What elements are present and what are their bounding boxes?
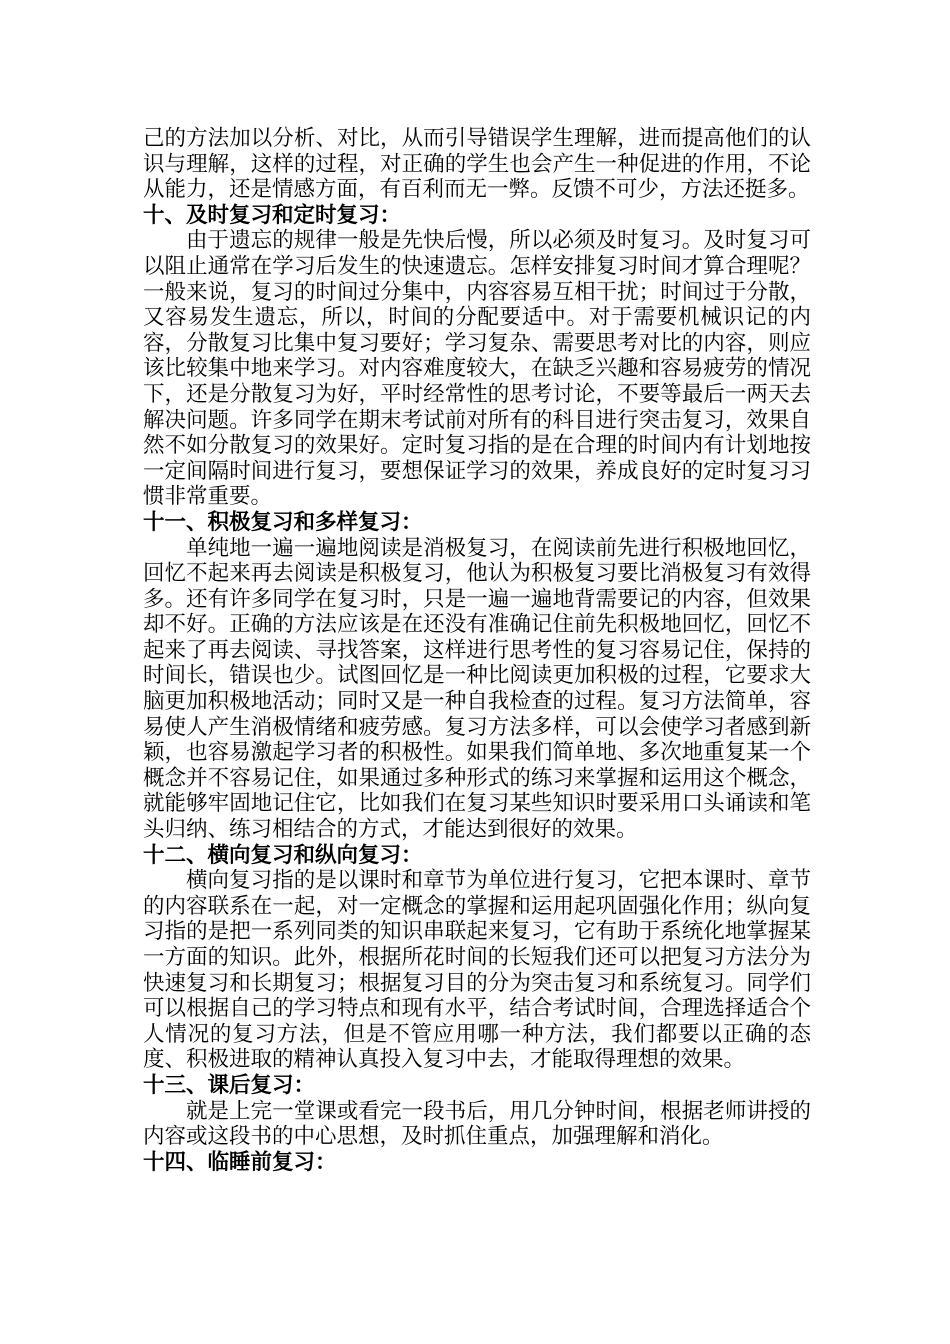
- section-heading-14: 十四、临睡前复习：: [143, 1149, 337, 1175]
- paragraph-section-10: 由于遗忘的规律一般是先快后慢，所以必须及时复习。及时复习可以阻止通常在学习后发生的快速遗忘。怎样安排复习时间才算合理呢？一般来说，复习的时间过分集中，内容容易互相干扰；时间过于分散，又容易发生遗忘，所以，时间的分配要适中。对于需要机械识记的内容，分散复习比集中复习要好；学习复杂、需要思考对比的内容，则应该比较集中地来学习。对内容难度较大，在缺乏兴趣和容易疲劳的情况下，还是分散复习为好，平时经常性的思考讨论，不要等最后一两天去解决问题。许多同学在期末考试前对所有的科目进行突击复习，效果自然不如分散复习的效果好。定时复习指的是在合理的时间内有计划地按一定间隔时间进行复习，要想保证学习的效果，养成良好的定时复习习惯非常重要。: [143, 228, 811, 510]
- section-heading-12: 十二、横向复习和纵向复习：: [143, 842, 423, 868]
- section-heading-13: 十三、课后复习：: [143, 1072, 316, 1098]
- section-heading-10: 十、及时复习和定时复习：: [143, 202, 402, 228]
- paragraph-continuation: 己的方法加以分析、对比，从而引导错误学生理解，进而提高他们的认识与理解，这样的过程，对正确的学生也会产生一种促进的作用，不论从能力，还是情感方面，有百利而无一弊。反馈不可少，方法还挺多。: [143, 126, 811, 203]
- paragraph-section-13: 就是上完一堂课或看完一段书后，用几分钟时间，根据老师讲授的内容或这段书的中心思想，及时抓住重点，加强理解和消化。: [143, 1098, 811, 1150]
- document-page: [143, 126, 811, 1175]
- paragraph-section-12: 横向复习指的是以课时和章节为单位进行复习，它把本课时、章节的内容联系在一起，对一定概念的掌握和运用起巩固强化作用；纵向复习指的是把一系列同类的知识串联起来复习，它有助于系统化地掌握某一方面的知识。此外，根据所花时间的长短我们还可以把复习方法分为快速复习和长期复习；根据复习目的分为突击复习和系统复习。同学们可以根据自己的学习特点和现有水平，结合考试时间，合理选择适合个人情况的复习方法，但是不管应用哪一种方法，我们都要以正确的态度、积极进取的精神认真投入复习中去，才能取得理想的效果。: [143, 868, 811, 1073]
- paragraph-section-11: 单纯地一遍一遍地阅读是消极复习，在阅读前先进行积极地回忆，回忆不起来再去阅读是积极复习，他认为积极复习要比消极复习有效得多。还有许多同学在复习时，只是一遍一遍地背需要记的内容，但效果却不好。正确的方法应该是在还没有准确记住前先积极地回忆，回忆不起来了再去阅读、寻找答案，这样进行思考性的复习容易记住，保持的时间长，错误也少。试图回忆是一种比阅读更加积极的过程，它要求大脑更加积极地活动；同时又是一种自我检查的过程。复习方法简单，容易使人产生消极情绪和疲劳感。复习方法多样，可以会使学习者感到新颖，也容易激起学习者的积极性。如果我们简单地、多次地重复某一个概念并不容易记住，如果通过多种形式的练习来掌握和运用这个概念，就能够牢固地记住它，比如我们在复习某些知识时要采用口头诵读和笔头归纳、练习相结合的方式，才能达到很好的效果。: [143, 535, 811, 843]
- section-heading-11: 十一、积极复习和多样复习：: [143, 509, 423, 535]
